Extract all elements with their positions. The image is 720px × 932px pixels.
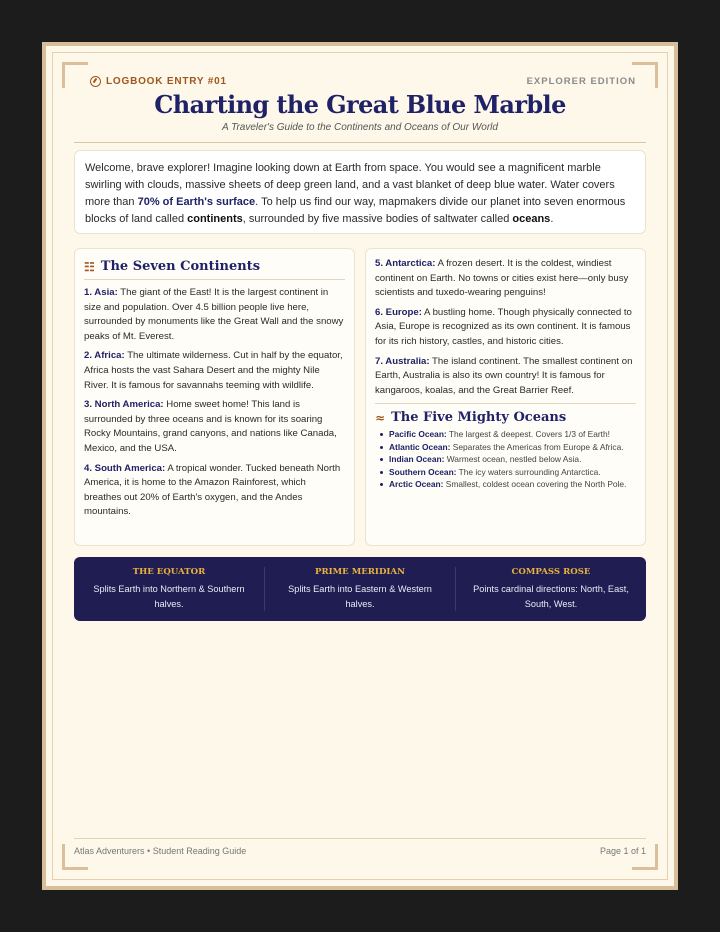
continent-entry: [84, 286, 345, 344]
intro-text: Welcome, brave explorer! Imagine looking down at Earth from space. You would see a magnificent marble swirling with clouds, massive sheets of deep green land, and a vast blanket of deep blue water. Water covers more than: [85, 162, 615, 208]
ocean-text: Smallest, coldest ocean covering the North Pole.: [443, 479, 627, 490]
continent-label: 7. Australia:: [375, 355, 430, 367]
continent-entry: [375, 306, 636, 350]
page-number: Page 1 of 1: [599, 846, 646, 856]
continent-text: Home sweet home! This land is surrounded by three oceans and is known for its soaring Rocky Mountains, grand canyons, and nations like Canada, Mexico, and the USA.: [84, 399, 337, 454]
continent-entry: [84, 398, 345, 456]
continent-entry: [84, 349, 345, 393]
waves-icon: ≈: [375, 410, 386, 425]
intro-bold: continents: [187, 213, 243, 225]
logbook-text: LOGBOOK ENTRY #01: [106, 76, 227, 87]
ocean-label: Indian Ocean:: [389, 454, 445, 465]
header-row: [90, 76, 636, 90]
intro-text: .: [550, 213, 554, 225]
page-subtitle: A Traveler's Guide to the Continents and Oceans of Our World: [222, 122, 498, 133]
edition-label: EXPLORER EDITION: [526, 76, 636, 87]
fact-title: PRIME MERIDIAN: [315, 567, 405, 577]
continent-text: The island continent. The smallest continent on Earth, Australia is also its own country! It is famous for kangaroos, koalas, and the Great Barrier Reef.: [375, 355, 633, 396]
header-divider: [74, 142, 646, 143]
oceans-heading: [375, 410, 636, 425]
oceans-heading-text: The Five Mighty Oceans: [391, 410, 567, 426]
ocean-text: The icy waters surrounding Antarctica.: [456, 466, 601, 477]
page-title: Charting the Great Blue Marble: [154, 90, 566, 119]
ocean-item: [375, 454, 636, 465]
continent-text: A tropical wonder. Tucked beneath North America, it is home to the Amazon Rainforest, which breathes out 20% of Earth's oxygen, and the Andes mountains.: [84, 462, 341, 518]
continents-oceans-card: [365, 248, 646, 546]
ocean-label: Pacific Ocean:: [389, 429, 447, 440]
continents-heading-text: The Seven Continents: [100, 259, 261, 274]
ocean-label: Arctic Ocean:: [389, 479, 444, 490]
continent-entry: [84, 462, 345, 520]
ocean-item: [375, 442, 636, 453]
continent-label: 1. Asia:: [84, 287, 118, 298]
continent-entry: [375, 355, 636, 399]
ocean-item: [375, 429, 636, 440]
fact-desc: Splits Earth into Eastern & Western halves.: [288, 584, 432, 609]
section-divider: [84, 279, 345, 280]
fact-desc: Points cardinal directions: North, East, South, West.: [473, 584, 629, 609]
fact-desc: Splits Earth into Northern & Southern halves.: [93, 584, 245, 609]
continent-text: The giant of the East! It is the largest continent in size and population. Over 4.5 billion people live here, surrounded by monuments like the Great Wall and the snowy peaks of Mt. Everest.: [84, 287, 344, 342]
continent-label: 3. North America:: [84, 399, 164, 411]
continent-label: 5. Antarctica:: [375, 258, 436, 269]
fact-equator: [74, 567, 265, 611]
intro-box: [74, 150, 646, 234]
continent-text: A bustling home. Though physically connected to Asia, Europe is recognized as its own continent. It is famous for its rich history, castles, and historic cities.: [375, 306, 632, 347]
continent-label: 2. Africa:: [84, 350, 125, 362]
ocean-item: [375, 479, 636, 490]
footer-left: Atlas Adventurers • Student Reading Guide: [74, 846, 247, 856]
corner-ornament: [62, 62, 88, 88]
continents-heading: [84, 259, 345, 274]
continents-card: [74, 248, 355, 546]
facts-banner: [74, 557, 646, 621]
fact-title: THE EQUATOR: [132, 567, 206, 577]
logbook-label: [90, 76, 227, 87]
fact-compass-rose: [456, 567, 646, 611]
fact-title: COMPASS ROSE: [511, 567, 591, 577]
compass-icon: [90, 76, 101, 87]
page-sheet: [42, 42, 678, 890]
ocean-text: The largest & deepest. Covers 1/3 of Earth!: [446, 429, 610, 440]
ocean-label: Atlantic Ocean:: [389, 441, 451, 452]
intro-highlight: 70% of Earth's surface: [137, 196, 256, 208]
continent-label: 4. South America:: [84, 462, 166, 474]
ocean-label: Southern Ocean:: [389, 466, 457, 477]
ocean-text: Separates the Americas from Europe & Africa.: [450, 441, 624, 452]
continent-label: 6. Europe:: [375, 306, 422, 318]
map-icon: ☷: [84, 259, 95, 274]
intro-bold: oceans: [512, 213, 551, 225]
oceans-list: [375, 429, 636, 490]
continent-text: The ultimate wilderness. Cut in half by the equator, Africa hosts the vast Sahara Desert and the mighty Nile River. It is famous for savannahs teeming with wildlife.: [84, 350, 343, 391]
fact-prime-meridian: [265, 567, 456, 611]
ocean-item: [375, 467, 636, 478]
intro-text: , surrounded by five massive bodies of saltwater called: [242, 213, 513, 225]
section-divider: [375, 403, 636, 404]
footer-divider: [74, 838, 646, 839]
continent-entry: [375, 257, 636, 301]
intro-text: . To help us find our way, mapmakers divide our planet into seven enormous blocks of land called: [85, 196, 626, 225]
ocean-text: Warmest ocean, nestled below Asia.: [444, 454, 582, 465]
continent-text: A frozen desert. It is the coldest, windiest continent on Earth. No towns or cities exist here—only busy scientists and tuxedo-wearing penguins!: [375, 258, 629, 299]
